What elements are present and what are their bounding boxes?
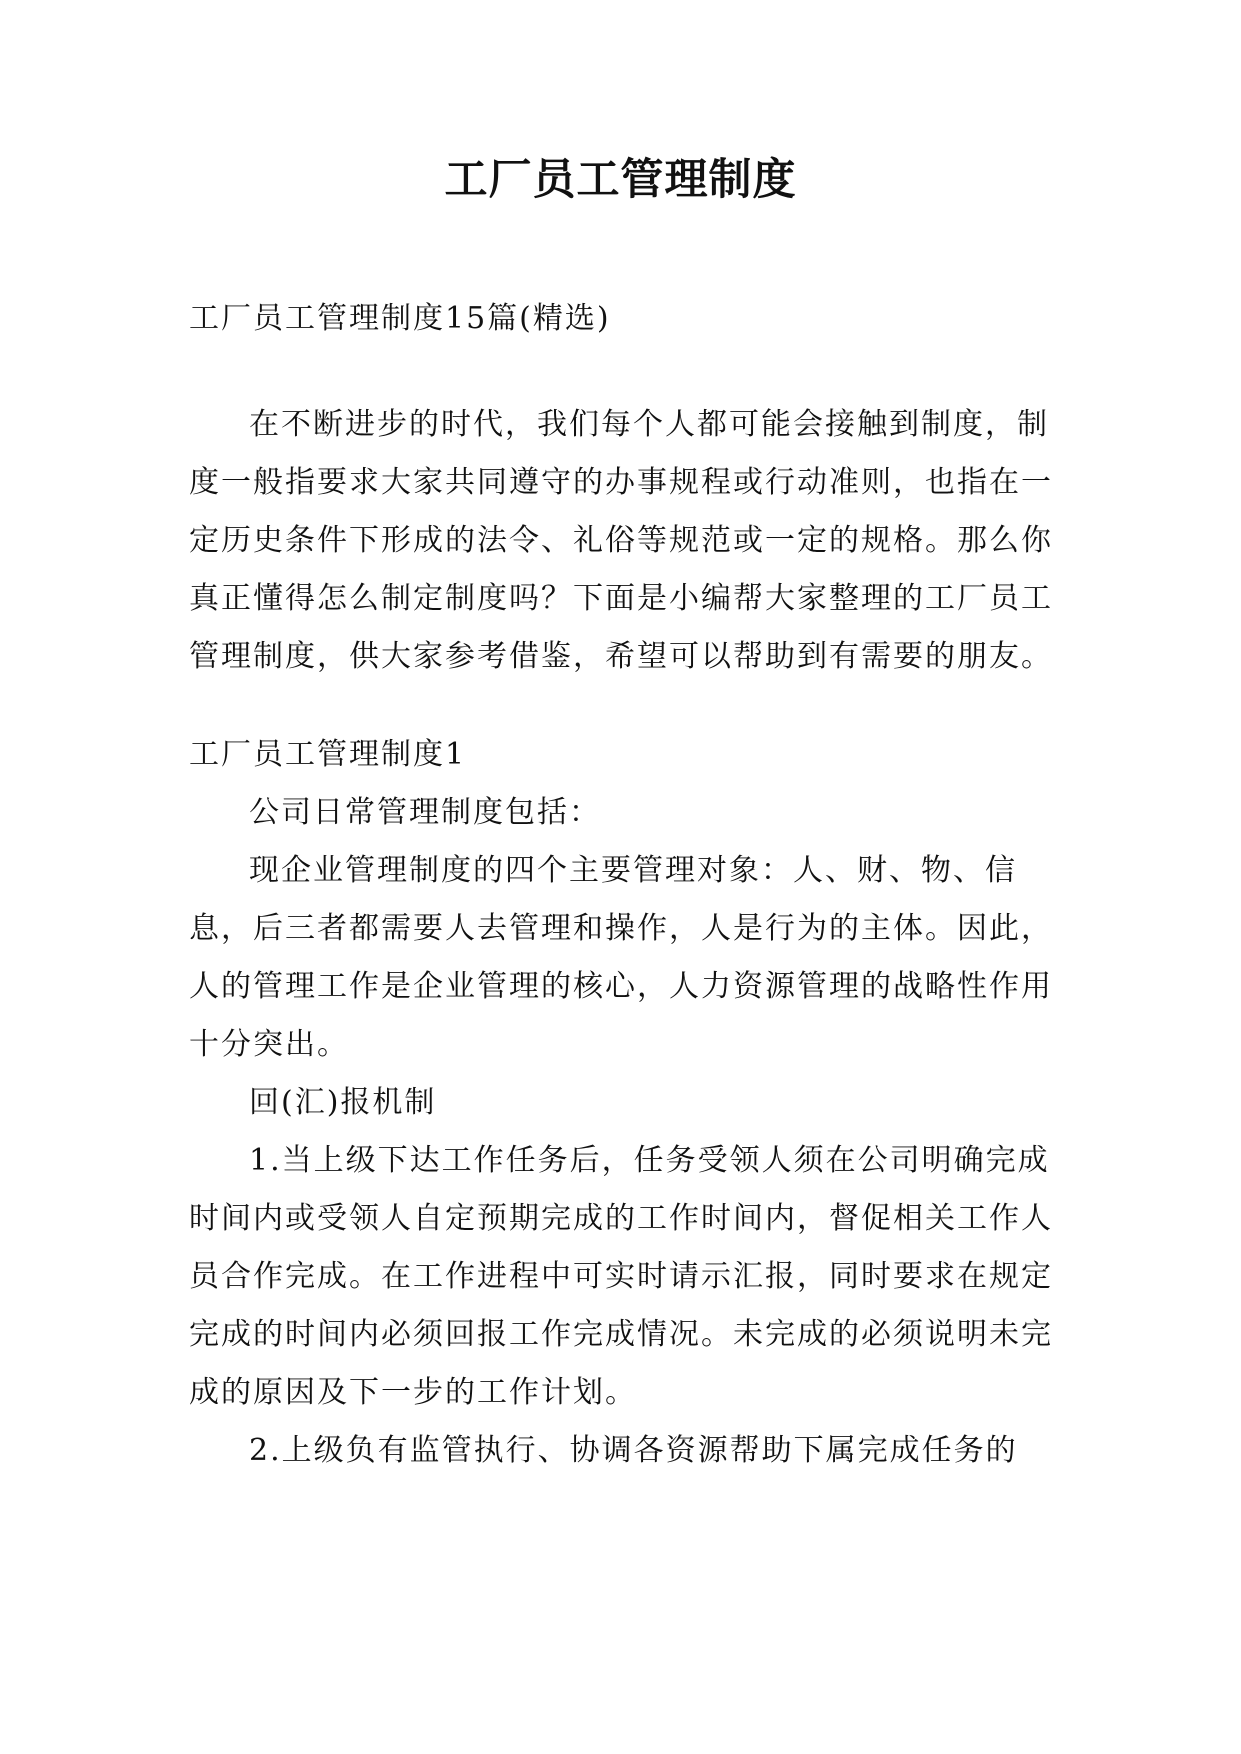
document-body	[189, 290, 1065, 1480]
body-paragraph-2: 现企业管理制度的四个主要管理对象：人、财、物、信息，后三者都需要人去管理和操作，人是行为的主体。因此，人的管理工作是企业管理的核心，人力资源管理的战略性作用十分突出。	[189, 853, 1053, 1062]
document-subtitle: 工厂员工管理制度15篇(精选)	[189, 301, 611, 336]
section-title: 工厂员工管理制度1	[189, 737, 467, 772]
body-paragraph-4: 1.当上级下达工作任务后，任务受领人须在公司明确完成时间内或受领人自定预期完成的工作时间内，督促相关工作人员合作完成。在工作进程中可实时请示汇报，同时要求在规定完成的时间内必须回报工作完成情况。未完成的必须说明未完成的原因及下一步的工作计划。	[189, 1143, 1053, 1410]
document-title: 工厂员工管理制度	[444, 155, 797, 205]
intro-paragraph: 在不断进步的时代，我们每个人都可能会接触到制度，制度一般指要求大家共同遵守的办事规程或行动准则，也指在一定历史条件下形成的法令、礼俗等规范或一定的规格。那么你真正懂得怎么制定制度吗？下面是小编帮大家整理的工厂员工管理制度，供大家参考借鉴，希望可以帮助到有需要的朋友。	[189, 407, 1053, 674]
body-paragraph-1: 公司日常管理制度包括：	[249, 795, 601, 830]
body-paragraph-3: 回(汇)报机制	[249, 1085, 437, 1120]
body-paragraph-5: 2.上级负有监管执行、协调各资源帮助下属完成任务的	[249, 1433, 1018, 1468]
